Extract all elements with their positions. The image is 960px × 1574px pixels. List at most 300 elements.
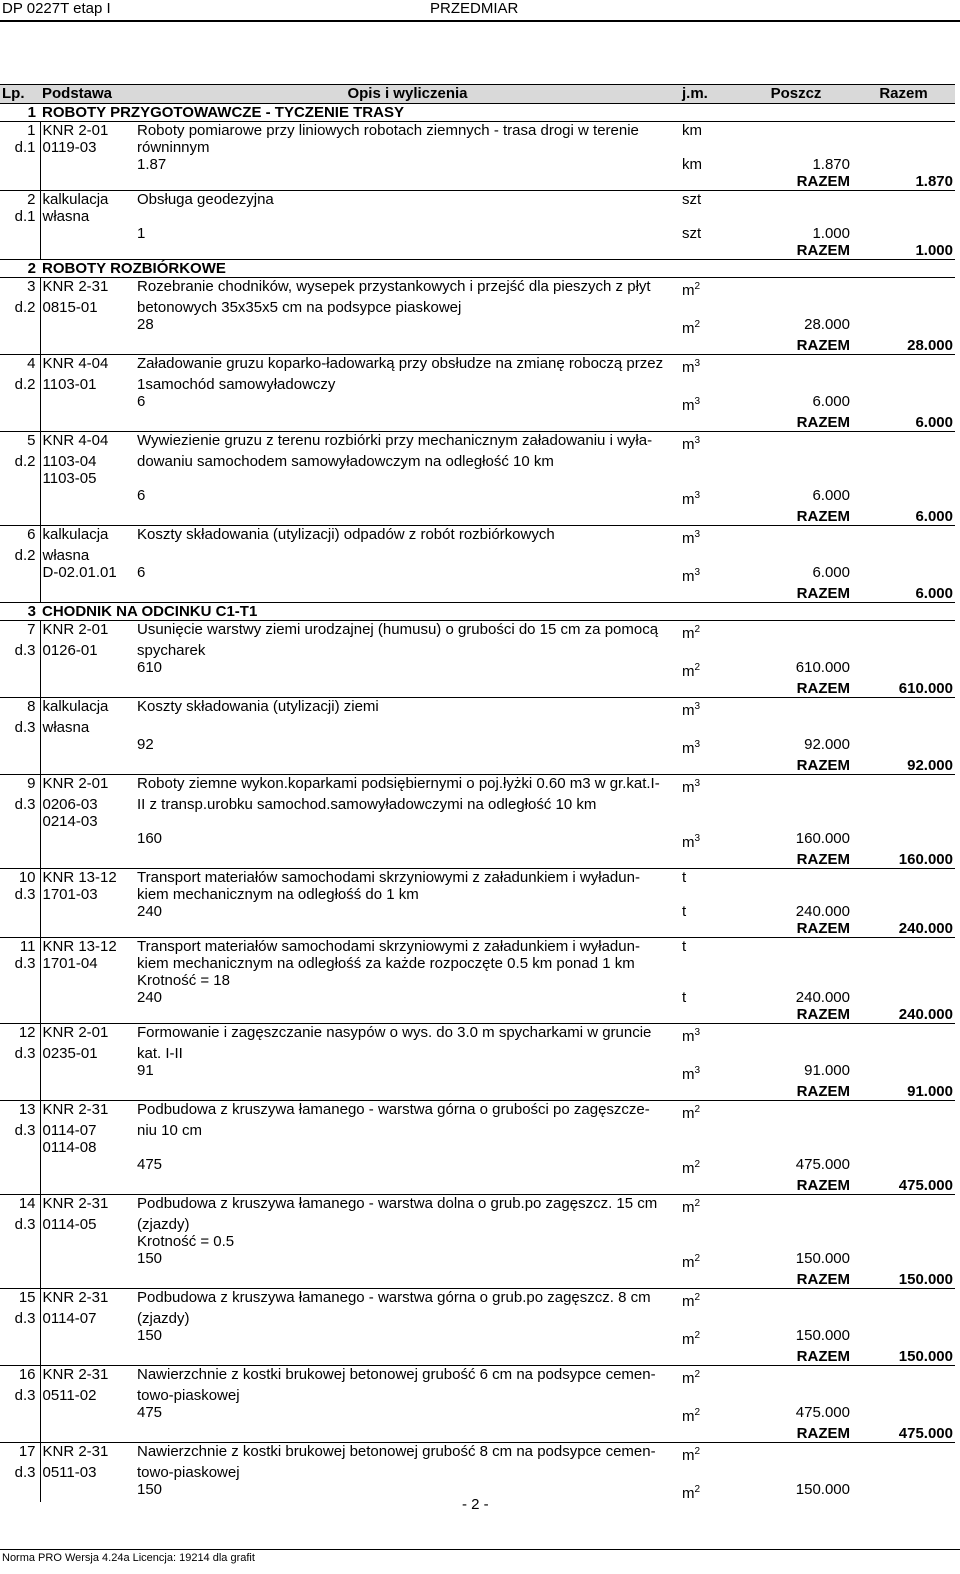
position-opis: kat. I-II	[137, 1045, 183, 1062]
position-podstawa: KNR 13-12	[40, 869, 135, 887]
calc-jm: t	[682, 989, 687, 1006]
calc-razem	[852, 1481, 955, 1502]
position-razem	[852, 547, 955, 564]
position-row	[0, 955, 955, 972]
unit-exponent: 3	[694, 701, 701, 712]
position-razem	[852, 775, 955, 797]
position-lp: 10	[0, 869, 40, 887]
position-jm	[680, 470, 740, 487]
razem-label: RAZEM	[796, 585, 850, 602]
position-jm: $m^3$	[680, 355, 740, 377]
razem-lp	[0, 1348, 40, 1366]
position-opis	[135, 719, 680, 736]
position-opis: Podbudowa z kruszywa łamanego - warstwa dolna o grub.po zagęszcz. 15 cm	[135, 1195, 680, 1217]
position-jm	[680, 1464, 740, 1481]
calc-lp	[0, 564, 40, 585]
position-poszcz	[740, 719, 852, 736]
position-podstawa: 0511-02	[40, 1387, 135, 1404]
position-opis: Krotność = 0.5	[137, 1233, 235, 1250]
position-jm: t	[680, 869, 740, 887]
position-opis	[135, 813, 680, 830]
position-poszcz	[740, 796, 852, 813]
position-row	[0, 1101, 955, 1123]
position-poszcz	[740, 1233, 852, 1250]
calc-podstawa	[40, 316, 135, 337]
position-jm: szt	[680, 191, 740, 209]
calc-expression: 1.87	[137, 156, 167, 173]
position-poszcz	[740, 526, 852, 548]
razem-jm	[680, 414, 740, 432]
calc-row	[0, 1404, 955, 1425]
position-lp: d.3	[14, 642, 36, 659]
position-razem	[852, 278, 955, 300]
calc-jm: $m^2$	[682, 1407, 701, 1425]
position-row	[0, 1387, 955, 1404]
unit-exponent: 3	[694, 567, 701, 578]
unit-exponent: 2	[694, 1159, 701, 1170]
razem-jm	[680, 757, 740, 775]
col-opis: Opis i wyliczenia	[135, 85, 680, 104]
position-poszcz	[740, 955, 852, 972]
razem-opis	[135, 757, 680, 775]
calc-value: 92.000	[804, 736, 850, 753]
calc-jm: $m^3$	[682, 396, 701, 414]
calc-value: 475.000	[795, 1404, 850, 1421]
position-lp: 8	[0, 698, 40, 720]
unit-exponent: 2	[694, 1198, 701, 1209]
position-poszcz	[740, 1443, 852, 1465]
unit-exponent: 3	[694, 739, 701, 750]
calc-expression: 91	[137, 1062, 154, 1079]
razem-lp	[0, 1083, 40, 1101]
position-podstawa: KNR 2-31	[40, 1289, 135, 1311]
razem-row	[0, 508, 955, 526]
position-poszcz	[740, 299, 852, 316]
position-lp: d.3	[14, 1216, 36, 1233]
position-poszcz	[740, 813, 852, 830]
position-podstawa: 1103-04	[40, 453, 135, 470]
calc-jm: km	[682, 156, 702, 173]
position-razem	[852, 886, 955, 903]
razem-lp	[0, 920, 40, 938]
position-lp: 14	[0, 1195, 40, 1217]
position-row	[0, 775, 955, 797]
razem-podstawa	[40, 1348, 135, 1366]
position-poszcz	[740, 886, 852, 903]
position-opis: Podbudowa z kruszywa łamanego - warstwa górna o grub.po zagęszcz. 8 cm	[135, 1289, 680, 1311]
calc-lp	[0, 1250, 40, 1271]
position-lp: d.3	[14, 955, 36, 972]
calc-podstawa	[40, 393, 135, 414]
position-razem	[852, 1045, 955, 1062]
calc-row	[0, 903, 955, 920]
position-opis	[135, 1139, 680, 1156]
unit-exponent: 2	[694, 662, 701, 673]
position-opis: II z transp.urobku samochod.samowyładowczymi na odległość 10 km	[137, 796, 597, 813]
razem-value: 150.000	[898, 1271, 953, 1288]
razem-opis	[135, 508, 680, 526]
razem-podstawa	[40, 1425, 135, 1443]
razem-value: 240.000	[898, 920, 953, 937]
calc-expression: 6	[137, 393, 146, 410]
position-razem	[852, 1024, 955, 1046]
calc-jm: $m^3$	[682, 490, 701, 508]
calc-expression: 6	[137, 564, 146, 581]
position-jm	[680, 1122, 740, 1139]
calc-row	[0, 1156, 955, 1177]
razem-label: RAZEM	[796, 920, 850, 937]
position-podstawa: kalkulacja	[40, 191, 135, 209]
calc-razem	[852, 487, 955, 508]
position-lp: 11	[0, 938, 40, 956]
calc-expression: 475	[137, 1156, 163, 1173]
razem-lp	[0, 585, 40, 603]
razem-opis	[135, 585, 680, 603]
position-razem	[852, 1139, 955, 1156]
position-podstawa: kalkulacja	[40, 698, 135, 720]
calc-razem	[852, 156, 955, 173]
calc-expression: 240	[137, 989, 163, 1006]
razem-jm	[680, 1083, 740, 1101]
calc-lp	[0, 989, 40, 1006]
razem-jm	[680, 242, 740, 260]
razem-lp	[0, 757, 40, 775]
position-row	[0, 1216, 955, 1233]
razem-podstawa	[40, 585, 135, 603]
position-lp: d.1	[14, 139, 36, 156]
calc-row	[0, 989, 955, 1006]
position-razem	[852, 698, 955, 720]
razem-row	[0, 1271, 955, 1289]
calc-lp	[0, 1481, 40, 1502]
position-podstawa: 0511-03	[40, 1464, 135, 1481]
calc-podstawa	[40, 736, 135, 757]
position-poszcz	[740, 1289, 852, 1311]
razem-opis	[135, 1348, 680, 1366]
position-jm: $m^2$	[680, 1289, 740, 1311]
position-podstawa: własna	[40, 719, 135, 736]
position-lp: 7	[0, 621, 40, 643]
razem-row	[0, 1177, 955, 1195]
position-opis: 1samochód samowyładowczy	[137, 376, 336, 393]
razem-label: RAZEM	[796, 851, 850, 868]
razem-value: 6.000	[915, 508, 953, 525]
position-razem	[852, 432, 955, 454]
calc-value: 475.000	[795, 1156, 850, 1173]
position-razem	[852, 719, 955, 736]
razem-label: RAZEM	[796, 414, 850, 431]
position-poszcz	[740, 122, 852, 140]
calc-expression: 150	[137, 1250, 163, 1267]
position-opis: Koszty składowania (utylizacji) odpadów z robót rozbiórkowych	[135, 526, 680, 548]
position-poszcz	[740, 1024, 852, 1046]
calc-lp	[0, 736, 40, 757]
calc-podstawa	[40, 225, 135, 242]
header-title: PRZEDMIAR	[430, 0, 519, 17]
position-row	[0, 1366, 955, 1388]
calc-podstawa	[40, 659, 135, 680]
razem-opis	[135, 920, 680, 938]
position-poszcz	[740, 1101, 852, 1123]
calc-expression: 6	[137, 487, 146, 504]
calc-lp	[0, 903, 40, 920]
position-opis	[135, 208, 680, 225]
position-podstawa	[40, 972, 135, 989]
position-jm: $m^2$	[680, 278, 740, 300]
razem-row	[0, 680, 955, 698]
position-row	[0, 376, 955, 393]
unit-exponent: 3	[694, 833, 701, 844]
position-opis: (zjazdy)	[137, 1216, 190, 1233]
position-row	[0, 621, 955, 643]
calc-lp	[0, 1404, 40, 1425]
position-podstawa: 0235-01	[40, 1045, 135, 1062]
position-podstawa: kalkulacja	[40, 526, 135, 548]
razem-podstawa	[40, 851, 135, 869]
position-lp	[0, 813, 40, 830]
razem-row	[0, 851, 955, 869]
unit-exponent: 3	[694, 1065, 701, 1076]
position-opis: Nawierzchnie z kostki brukowej betonowej grubość 8 cm na podsypce cemen-	[135, 1443, 680, 1465]
razem-label: RAZEM	[796, 337, 850, 354]
col-poszcz: Poszcz	[740, 85, 852, 104]
position-lp: d.3	[14, 1122, 36, 1139]
position-opis: równinnym	[137, 139, 210, 156]
position-razem	[852, 955, 955, 972]
position-podstawa	[40, 1233, 135, 1250]
position-razem	[852, 470, 955, 487]
position-podstawa: 0114-05	[40, 1216, 135, 1233]
razem-row	[0, 337, 955, 355]
unit-exponent: 3	[694, 358, 701, 369]
position-jm	[680, 547, 740, 564]
position-razem	[852, 972, 955, 989]
position-razem	[852, 208, 955, 225]
position-poszcz	[740, 1310, 852, 1327]
position-podstawa: KNR 4-04	[40, 432, 135, 454]
razem-podstawa	[40, 920, 135, 938]
position-row	[0, 1195, 955, 1217]
calc-row	[0, 156, 955, 173]
razem-jm	[680, 585, 740, 603]
position-row	[0, 886, 955, 903]
position-poszcz	[740, 1045, 852, 1062]
position-poszcz	[740, 642, 852, 659]
position-jm: $m^3$	[680, 526, 740, 548]
calc-jm: $m^3$	[682, 739, 701, 757]
razem-lp	[0, 1177, 40, 1195]
calc-lp	[0, 156, 40, 173]
razem-lp	[0, 242, 40, 260]
calc-expression: 240	[137, 903, 163, 920]
calc-value: 160.000	[795, 830, 850, 847]
razem-opis	[135, 414, 680, 432]
position-razem	[852, 796, 955, 813]
position-podstawa: KNR 2-31	[40, 1101, 135, 1123]
calc-expression: 150	[137, 1327, 163, 1344]
calc-value: 150.000	[795, 1327, 850, 1344]
calc-expression: 92	[137, 736, 154, 753]
position-opis	[135, 470, 680, 487]
unit-exponent: 2	[694, 1369, 701, 1380]
position-poszcz	[740, 1122, 852, 1139]
position-razem	[852, 1464, 955, 1481]
razem-jm	[680, 851, 740, 869]
razem-jm	[680, 1425, 740, 1443]
position-poszcz	[740, 470, 852, 487]
position-razem	[852, 1195, 955, 1217]
calc-razem	[852, 225, 955, 242]
calc-jm: $m^2$	[682, 1253, 701, 1271]
calc-row	[0, 1327, 955, 1348]
position-podstawa: KNR 2-31	[40, 278, 135, 300]
unit-exponent: 2	[694, 1292, 701, 1303]
calc-lp	[0, 659, 40, 680]
position-poszcz	[740, 1139, 852, 1156]
razem-jm	[680, 1271, 740, 1289]
calc-podstawa	[40, 1404, 135, 1425]
section-row	[0, 603, 955, 621]
position-opis: spycharek	[137, 642, 206, 659]
razem-value: 91.000	[907, 1083, 953, 1100]
calc-jm: $m^2$	[682, 1484, 701, 1502]
unit-exponent: 3	[694, 396, 701, 407]
position-podstawa: KNR 2-31	[40, 1443, 135, 1465]
position-lp	[0, 972, 40, 989]
position-podstawa: 0119-03	[40, 139, 135, 156]
header-divider	[0, 20, 960, 22]
calc-row	[0, 830, 955, 851]
razem-lp	[0, 508, 40, 526]
calc-value: 150.000	[795, 1481, 850, 1498]
calc-razem	[852, 659, 955, 680]
position-poszcz	[740, 1195, 852, 1217]
position-podstawa: KNR 2-01	[40, 122, 135, 140]
position-lp: d.1	[14, 208, 36, 225]
calc-row	[0, 736, 955, 757]
unit-exponent: 3	[694, 529, 701, 540]
razem-podstawa	[40, 680, 135, 698]
razem-podstawa	[40, 1271, 135, 1289]
position-podstawa: KNR 2-01	[40, 775, 135, 797]
razem-value: 150.000	[898, 1348, 953, 1365]
position-row	[0, 470, 955, 487]
position-razem	[852, 1216, 955, 1233]
calc-expression: 28	[137, 316, 154, 333]
section-number: 3	[0, 603, 40, 621]
razem-opis	[135, 1177, 680, 1195]
position-opis: towo-piaskowej	[137, 1464, 240, 1481]
unit-exponent: 2	[694, 1253, 701, 1264]
calc-podstawa	[40, 1250, 135, 1271]
section-row	[0, 104, 955, 122]
calc-lp	[0, 487, 40, 508]
razem-value: 475.000	[898, 1177, 953, 1194]
calc-value: 240.000	[795, 989, 850, 1006]
position-jm	[680, 376, 740, 393]
position-podstawa: 0815-01	[40, 299, 135, 316]
razem-podstawa	[40, 757, 135, 775]
position-jm: $m^3$	[680, 1024, 740, 1046]
position-razem	[852, 376, 955, 393]
calc-value: 28.000	[804, 316, 850, 333]
position-row	[0, 1122, 955, 1139]
calc-podstawa	[40, 903, 135, 920]
position-opis: Obsługa geodezyjna	[135, 191, 680, 209]
position-razem	[852, 1122, 955, 1139]
razem-value: 160.000	[898, 851, 953, 868]
calc-podstawa	[40, 1062, 135, 1083]
position-opis: Koszty składowania (utylizacji) ziemi	[135, 698, 680, 720]
calc-value: 240.000	[795, 903, 850, 920]
razem-lp	[0, 851, 40, 869]
position-poszcz	[740, 191, 852, 209]
unit-exponent: 2	[694, 319, 701, 330]
razem-podstawa	[40, 173, 135, 191]
calc-value: 6.000	[812, 393, 850, 410]
position-podstawa: KNR 4-04	[40, 355, 135, 377]
razem-label: RAZEM	[796, 757, 850, 774]
position-jm: $m^2$	[680, 1101, 740, 1123]
position-lp: 17	[0, 1443, 40, 1465]
calc-podstawa	[40, 830, 135, 851]
position-row	[0, 355, 955, 377]
position-row	[0, 938, 955, 956]
calc-row	[0, 487, 955, 508]
position-razem	[852, 621, 955, 643]
razem-opis	[135, 851, 680, 869]
position-opis: Krotność = 18	[137, 972, 230, 989]
position-jm: $m^3$	[680, 432, 740, 454]
razem-row	[0, 1348, 955, 1366]
razem-podstawa	[40, 337, 135, 355]
position-podstawa: KNR 2-01	[40, 621, 135, 643]
position-poszcz	[740, 1216, 852, 1233]
position-row	[0, 1024, 955, 1046]
position-row	[0, 869, 955, 887]
razem-label: RAZEM	[796, 1271, 850, 1288]
unit-exponent: 3	[694, 1027, 701, 1038]
razem-opis	[135, 173, 680, 191]
position-jm	[680, 1216, 740, 1233]
position-opis: Roboty pomiarowe przy liniowych robotach ziemnych - trasa drogi w terenie	[135, 122, 680, 140]
position-poszcz	[740, 432, 852, 454]
table-header-row	[0, 85, 955, 104]
calc-expression: 150	[137, 1481, 163, 1498]
position-razem	[852, 453, 955, 470]
position-podstawa: 1103-05	[40, 470, 135, 487]
calc-jm: $m^3$	[682, 567, 701, 585]
calc-row	[0, 316, 955, 337]
position-opis: towo-piaskowej	[137, 1387, 240, 1404]
position-opis: Formowanie i zagęszczanie nasypów o wys. do 3.0 m spycharkami w gruncie	[135, 1024, 680, 1046]
position-razem	[852, 1101, 955, 1123]
position-row	[0, 1233, 955, 1250]
razem-value: 6.000	[915, 414, 953, 431]
position-poszcz	[740, 1464, 852, 1481]
position-row	[0, 432, 955, 454]
calc-row	[0, 393, 955, 414]
position-razem	[852, 1310, 955, 1327]
position-opis: Załadowanie gruzu koparko-ładowarką przy obsłudze na zmianę roboczą przez	[135, 355, 680, 377]
position-poszcz	[740, 1387, 852, 1404]
calc-razem	[852, 989, 955, 1006]
razem-jm	[680, 173, 740, 191]
position-jm	[680, 886, 740, 903]
razem-podstawa	[40, 1083, 135, 1101]
razem-lp	[0, 1425, 40, 1443]
position-poszcz	[740, 621, 852, 643]
